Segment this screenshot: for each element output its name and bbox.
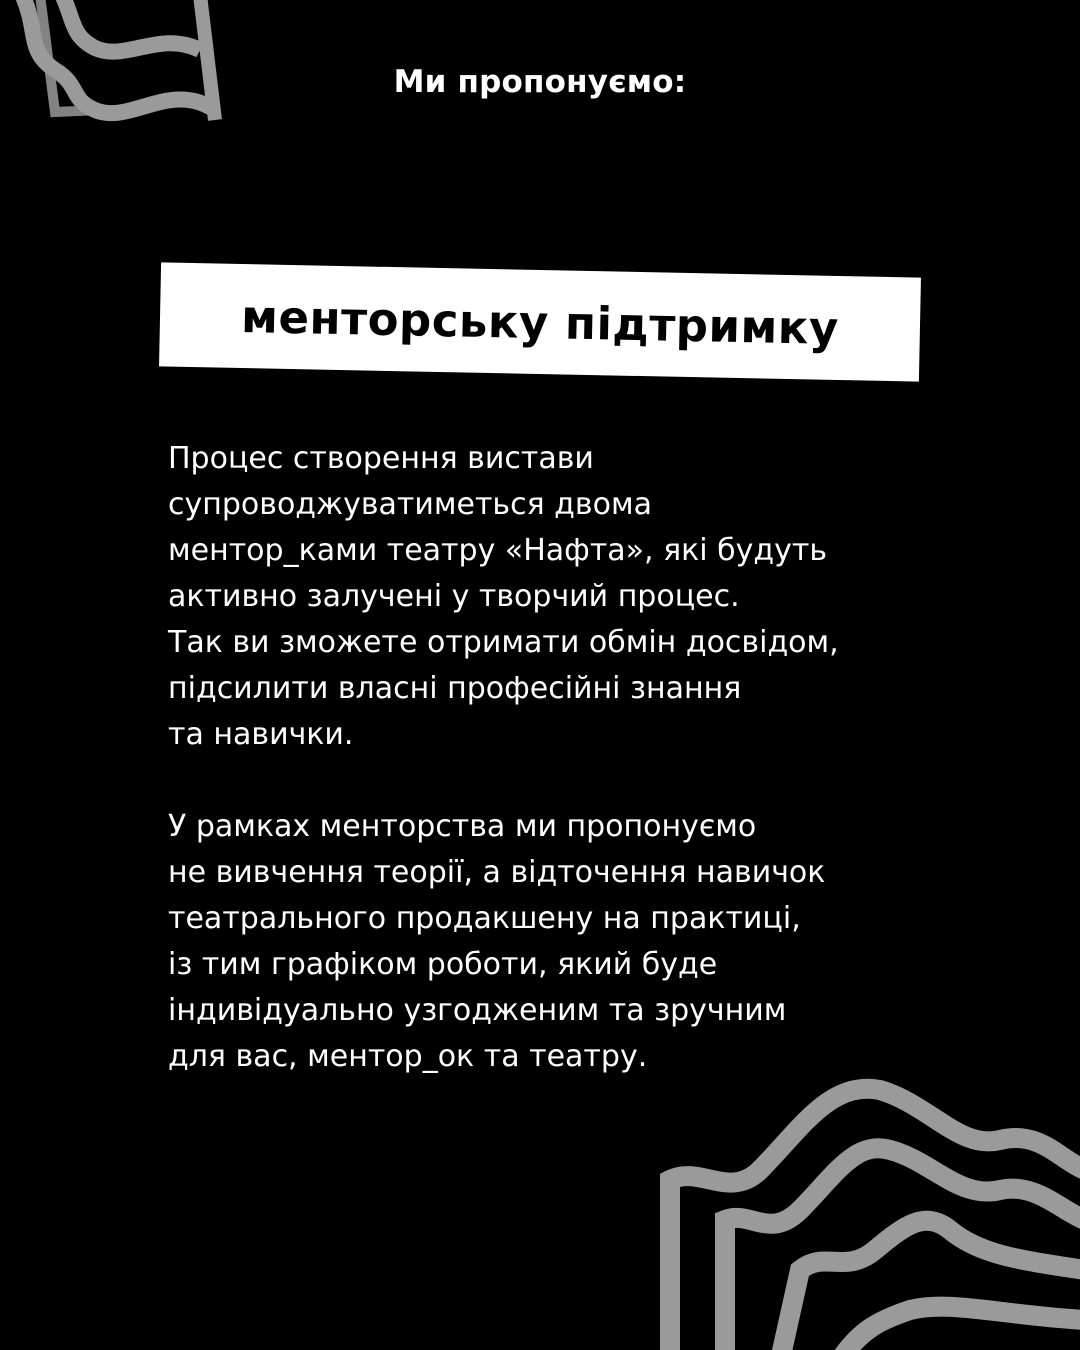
paragraph-line: Процес створення вистави bbox=[168, 441, 594, 476]
paragraph-line: активно залучені у творчий процес. bbox=[168, 579, 740, 614]
paragraph-2 bbox=[168, 804, 948, 1080]
page-title: Ми пропонуємо: bbox=[393, 64, 687, 100]
paragraph-line: із тим графіком роботи, який буде bbox=[168, 947, 718, 982]
highlight-label-box bbox=[159, 262, 921, 381]
paragraph-line: не вивчення теорії, а відточення навичок bbox=[168, 855, 826, 890]
paragraph-line: супроводжуватиметься двома bbox=[168, 487, 652, 522]
wave-letter-m-decoration-icon bbox=[640, 1060, 1080, 1350]
paragraph-line: театрального продакшену на практиці, bbox=[168, 901, 801, 936]
paragraph-line: та навички. bbox=[168, 717, 354, 752]
paragraph-1 bbox=[168, 436, 948, 758]
paragraph-line: Так ви зможете отримати обмін досвідом, bbox=[168, 625, 839, 660]
paragraph-line: ментор_ками театру «Нафта», які будуть bbox=[168, 533, 828, 568]
highlight-label: менторську підтримку bbox=[240, 289, 840, 355]
paragraph-line: для вас, ментор_ок та театру. bbox=[168, 1039, 648, 1074]
paragraph-line: підсилити власні професійні знання bbox=[168, 671, 742, 706]
paragraph-line: У рамках менторства ми пропонуємо bbox=[168, 809, 757, 844]
paragraph-line: індивідуально узгодженим та зручним bbox=[168, 993, 787, 1028]
